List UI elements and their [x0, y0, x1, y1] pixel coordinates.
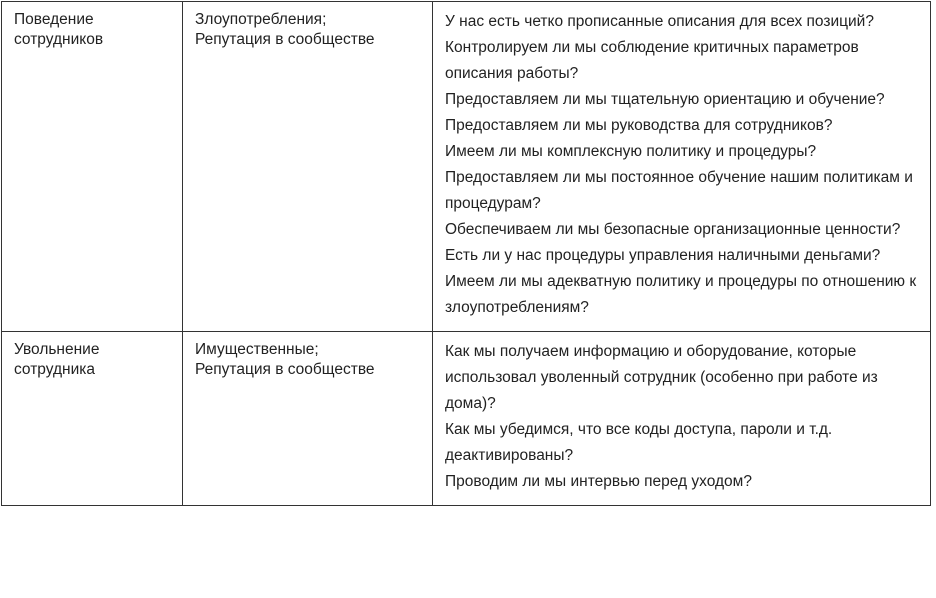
- question-item: Есть ли у нас процедуры управления наличными деньгами?: [445, 247, 881, 264]
- question-item: Как мы получаем информацию и оборудование, которые использовал уволенный сотрудник (особенно при работе из дома)?: [445, 343, 878, 412]
- risk-line: Репутация в сообществе: [195, 361, 375, 378]
- activity-line: сотрудника: [14, 361, 95, 378]
- risk-cell: [183, 332, 433, 506]
- question-item: Предоставляем ли мы постоянное обучение нашим политикам и процедурам?: [445, 169, 913, 212]
- activity-line: сотрудников: [14, 31, 104, 48]
- risk-line: Репутация в сообществе: [195, 31, 375, 48]
- question-item: Обеспечиваем ли мы безопасные организационные ценности?: [445, 221, 901, 238]
- question-item: Контролируем ли мы соблюдение критичных параметров описания работы?: [445, 39, 859, 82]
- activity-cell: [2, 2, 183, 332]
- risk-line: Злоупотребления;: [195, 11, 327, 28]
- questions-cell: [433, 332, 931, 506]
- question-item: Предоставляем ли мы тщательную ориентацию и обучение?: [445, 91, 885, 108]
- question-item: Как мы убедимся, что все коды доступа, пароли и т.д. деактивированы?: [445, 421, 833, 464]
- risk-assessment-table: [1, 1, 931, 506]
- question-item: Имеем ли мы комплексную политику и процедуры?: [445, 143, 817, 160]
- table-row: [2, 332, 931, 506]
- question-item: Имеем ли мы адекватную политику и процедуры по отношению к злоупотреблениям?: [445, 273, 917, 316]
- questions-cell: [433, 2, 931, 332]
- question-item: У нас есть четко прописанные описания для всех позиций?: [445, 13, 874, 30]
- risk-cell: [183, 2, 433, 332]
- table-row: [2, 2, 931, 332]
- risk-line: Имущественные;: [195, 341, 319, 358]
- activity-cell: [2, 332, 183, 506]
- question-item: Проводим ли мы интервью перед уходом?: [445, 473, 752, 490]
- question-item: Предоставляем ли мы руководства для сотрудников?: [445, 117, 833, 134]
- activity-line: Увольнение: [14, 341, 100, 358]
- activity-line: Поведение: [14, 11, 94, 28]
